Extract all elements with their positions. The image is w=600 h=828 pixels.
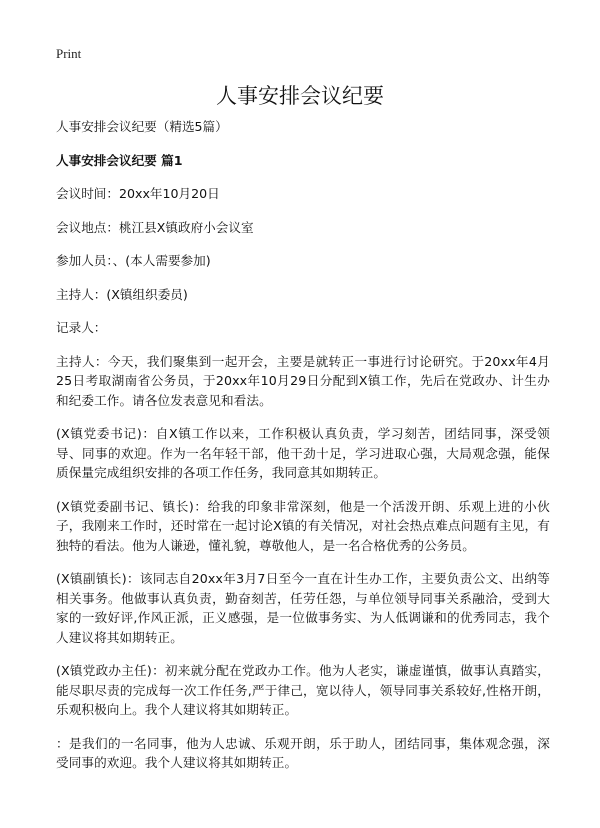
attendees: 参加人员：、(本人需要参加) xyxy=(56,253,211,268)
paragraph-office-director: (X镇党政办主任)：初来就分配在党政办工作。他为人老实，谦虚谨慎，做事认真踏实，能尽职尽责的完成每一次工作任务,严于律己，宽以待人，领导同事关系较好,性格开朗，乐观积极向上。我个人建议将其如期转正。 xyxy=(56,663,550,717)
document-body xyxy=(56,117,550,787)
print-link[interactable]: Print xyxy=(56,46,82,61)
document-title: 人事安排会议纪要 xyxy=(216,84,384,108)
paragraph-host-opening: 主持人：今天，我们聚集到一起开会，主要是就转正一事进行讨论研究。于20xx年4月25日考取湖南省公务员，于20xx年10月29日分配到X镇工作，先后在党政办、计生办和纪委工作。请各位发表意见和看法。 xyxy=(56,353,550,408)
meeting-recorder: 记录人： xyxy=(56,320,107,335)
section-heading: 人事安排会议纪要 篇1 xyxy=(56,152,183,168)
meeting-host: 主持人：(X镇组织委员) xyxy=(56,286,188,302)
paragraph-deputy-secretary-mayor: (X镇党委副书记、镇长)：给我的印象非常深刻，他是一个活泼开朗、乐观上进的小伙子，我刚来工作时，还时常在一起讨论X镇的有关情况，对社会热点难点问题有主见，有独特的看法。他为人谦逊，懂礼貌，尊敬他人，是一名合格优秀的公务员。 xyxy=(56,498,550,553)
paragraph-party-secretary: (X镇党委书记)：自X镇工作以来，工作积极认真负责，学习刻苦，团结同事，深受领导、同事的欢迎。作为一名年轻干部，他干劲十足，学习进取心强，大局观念强，能保质保量完成组织安排的各项工作任务，我同意其如期转正。 xyxy=(56,426,550,480)
paragraph-deputy-mayor: (X镇副镇长)：该同志自20xx年3月7日至今一直在计生办工作，主要负责公文、出纳等相关事务。他做事认真负责，勤奋刻苦，任劳任怨，与单位领导同事关系融洽，受到大家的一致好评,作风正派，正义感强，是一位做事务实、为人低调谦和的优秀同志，我个人建议将其如期转正。 xyxy=(56,571,550,645)
paragraph-colleague: ：是我们的一名同事，他为人忠诚、乐观开朗，乐于助人，团结同事，集体观念强，深受同事的欢迎。我个人建议将其如期转正。 xyxy=(56,735,550,770)
document-subtitle: 人事安排会议纪要（精选5篇） xyxy=(56,119,228,134)
meeting-time: 会议时间：20xx年10月20日 xyxy=(56,186,220,201)
meeting-place: 会议地点：桃江县X镇政府小会议室 xyxy=(56,219,254,235)
